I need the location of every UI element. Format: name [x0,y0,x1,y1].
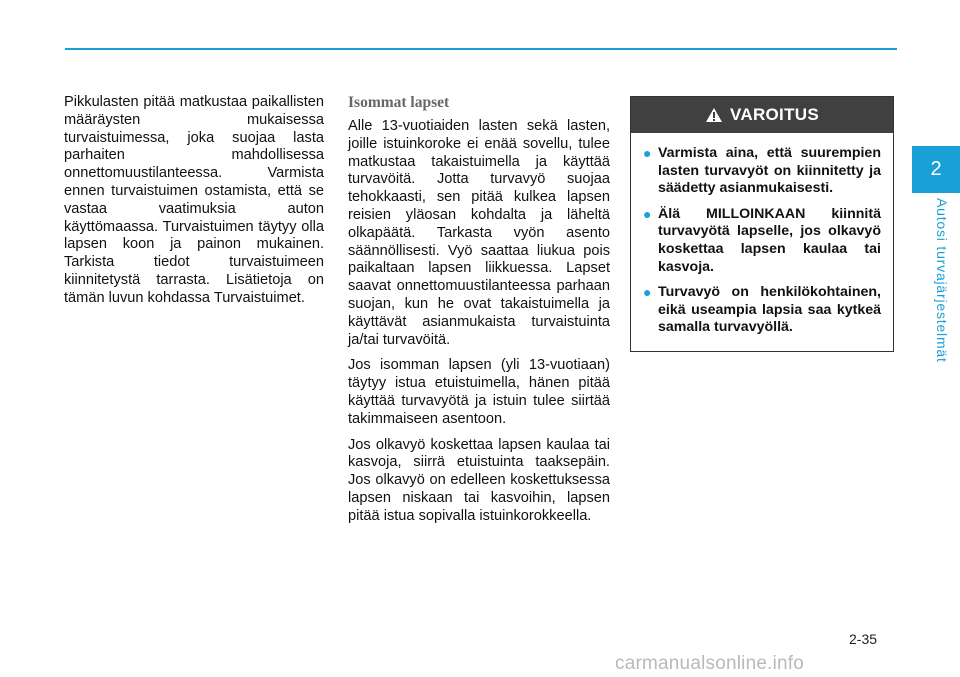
bullet-icon: ● [643,205,652,222]
watermark: carmanualsonline.info [615,653,805,674]
section-heading: Isommat lapset [348,94,450,111]
warning-item-text: Turvavyö on henkilökohtainen, eikä useampia lapsia saa kytkeä samalla turvavyöllä. [658,284,881,336]
warning-triangle-icon [705,107,723,123]
warning-item [643,145,881,198]
bullet-icon: ● [643,145,652,161]
warning-box [630,96,894,352]
body-paragraph: Jos olkavyö koskettaa lapsen kaulaa tai kasvoja, siirrä etuistuinta taaksepäin. Jos olkavyö on edelleen koskettuksessa lapsen niskaan tai kasvoihin, lapsen pitää istua sopivalla istuinkorokkeella. [348,436,610,524]
warning-item [643,284,881,337]
warning-header [631,97,893,133]
intro-paragraph: Pikkulasten pitää matkustaa paikallisten määräysten mukaisessa turvaistuimessa, joka suojaa lasta parhaiten mahdollisessa onnettomuustilanteessa. Varmista ennen turvaistuimen ostamista, että se vastaa vaatimuksia auton käyttömaassa. Turvaistuimen täytyy olla lapsen koon ja painon mukainen. Tarkista tiedot turvaistuimeen kiinnitetystä tarrasta. Lisätietoja on tämän luvun kohdassa Turvaistuimet. [64,94,324,306]
warning-item [643,206,881,276]
header-rule [65,48,897,50]
left-column [64,94,324,316]
bullet-icon: ● [643,284,652,301]
chapter-number: 2 [930,158,942,180]
chapter-tab [912,146,960,193]
warning-list [631,133,893,337]
middle-column [348,94,610,534]
warning-title: VAROITUS [730,105,819,124]
body-paragraph: Jos isomman lapsen (yli 13-vuotiaan) täytyy istua etuistuimella, hänen pitää käyttää turvavyötä ja istuin tulee siirtää takimmaiseen asentoon. [348,357,610,427]
body-paragraph: Alle 13-vuotiaiden lasten sekä lasten, joille istuinkoroke ei enää sovellu, tulee matkustaa takaistuimella ja käyttää turvavöitä. Jotta turvavyö suojaa tehokkaasti, sen pitää kulkea lapsen reisien yläosan kohdalta ja läheltä olkapäätä. Tarkasta vyön asento säännöllisesti. Vyö saattaa liukua pois paikaltaan lapsen liikkuessa. Lapset saavat onnettomuustilanteessa parhaan suojan, kun he ovat takaistuimella ja käyttävät asianmukaista turvaistuinta ja/tai turvavöitä. [348,118,610,348]
page-number: 2-35 [849,631,878,647]
warning-item-text: Älä MILLOINKAAN kiinnitä turvavyötä lapselle, jos olkavyö koskettaa lapsen kaulaa tai kasvoja. [658,205,881,275]
chapter-title: Autosi turvajärjestelmät [934,198,950,363]
warning-item-text: Varmista aina, että suurempien lasten turvavyöt on kiinnitetty ja säädetty asianmukaisesti. [658,145,881,197]
